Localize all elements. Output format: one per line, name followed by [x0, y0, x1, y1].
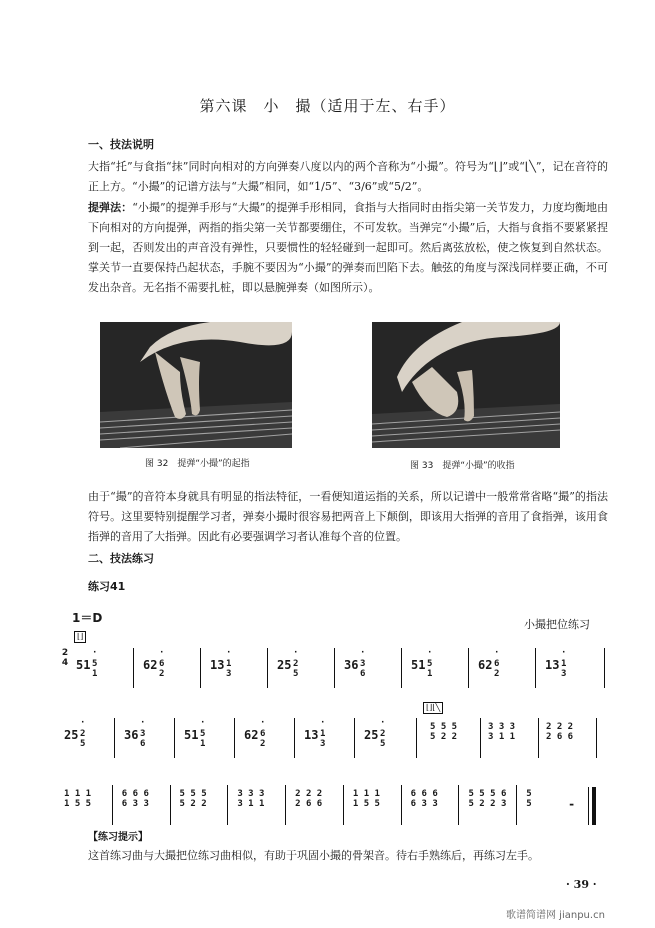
- dot-mark: ·: [260, 718, 266, 728]
- pinch-note: [380, 718, 385, 749]
- upper-note: 1: [226, 659, 232, 669]
- chord-upper: 1 1 1: [64, 789, 92, 799]
- chord-group: [430, 722, 457, 742]
- watermark: 歌谱简谱网 jianpu.cn: [506, 910, 605, 921]
- bar-line: [112, 785, 113, 825]
- bar-line: [174, 718, 175, 758]
- pinch-note: [293, 648, 298, 679]
- pinch-note: [344, 658, 358, 672]
- lift-method-label: 提弹法：: [88, 201, 133, 214]
- bar-line: [285, 785, 286, 825]
- pinch-pair: 51: [76, 658, 91, 672]
- upper-note: 2: [293, 659, 299, 669]
- chord-lower: 5: [526, 799, 532, 809]
- chord-lower: 3 1 1: [488, 732, 516, 742]
- pinch-note: [320, 718, 325, 749]
- page-number: · 39 ·: [566, 878, 597, 891]
- bar-line: [516, 785, 517, 825]
- chord-upper: 2 2 2: [295, 789, 323, 799]
- chord-upper: 5 5 5 6: [468, 789, 507, 799]
- chord-lower: 1 5 5: [352, 799, 380, 809]
- dot-mark: ·: [494, 648, 500, 658]
- chord-group: [64, 789, 91, 809]
- bar-line: [458, 785, 459, 825]
- bar-line: [200, 648, 201, 688]
- key-signature: 1＝D: [72, 611, 103, 625]
- lower-note: 6: [140, 739, 146, 749]
- bar-line: [468, 648, 469, 688]
- pinch-note: [427, 648, 432, 679]
- lower-note: 1: [200, 739, 206, 749]
- upper-note: 6: [260, 729, 266, 739]
- bar-line: [535, 648, 536, 688]
- bar-line: [114, 718, 115, 758]
- pinch-note: [226, 648, 231, 679]
- technique-paragraph-2: [88, 198, 608, 298]
- page-title: 第六课 小 撮（适用于左、右手）: [199, 97, 456, 115]
- pinch-note: [260, 718, 265, 749]
- pinch-note: [411, 658, 425, 672]
- figure-32-caption: 图 32 提弹“小撮”的起指: [145, 459, 250, 469]
- dot-mark: ·: [380, 718, 386, 728]
- lift-method-text: “小撮”的提弹手形与“大撮”的提弹手形相同，食指与大指同时由指尖第一关节发力，力度均衡地由下向相对的方向提弹，两指的指尖第一关节都要绷住，不可发软。当弹完“小撮”后，大指与食指不要紧紧捏到一起，否则发出的声音没有弹性，只要惯性的轻轻碰到一起即可。然后离弦放松，使之恢复到自然状态。掌关节一直要保持凸起状态，手腕不要因为“小撮”的弹奏而凹陷下去。触弦的角度与深浅同样要正确，不可发出杂音。无名指不需要扎桩，即以悬腕弹奏（如图所示）。: [88, 201, 609, 294]
- chord-group: [546, 722, 573, 742]
- photo-figure-33: [372, 322, 560, 448]
- bar-line: [294, 718, 295, 758]
- chord-upper: 5 5 5: [430, 722, 458, 732]
- chord-lower: 1 5 5: [64, 799, 92, 809]
- bar-line: [343, 785, 344, 825]
- dot-mark: ·: [427, 648, 433, 658]
- chord-upper: 3 3 3: [488, 722, 516, 732]
- chord-upper: 3 3 3: [237, 789, 265, 799]
- upper-note: 3: [140, 729, 146, 739]
- pinch-pair: 25: [64, 728, 79, 742]
- lower-note: 6: [360, 669, 366, 679]
- photo-figure-32: [100, 322, 292, 448]
- pinch-note: [545, 658, 559, 672]
- small-pinch-symbol-box: ⌊⌋: [74, 631, 86, 643]
- bar-line: [401, 648, 402, 688]
- chord-group: [411, 789, 438, 809]
- pinch-note: [360, 648, 365, 679]
- practice-hint-heading: 【练习提示】: [88, 832, 148, 843]
- lower-note: 5: [380, 739, 386, 749]
- chord-group: [353, 789, 380, 809]
- bar-line: [416, 718, 417, 758]
- upper-note: 1: [320, 729, 326, 739]
- pinch-pair: 13: [210, 658, 225, 672]
- final-barline-thick: [592, 787, 596, 825]
- dot-mark: ·: [159, 648, 165, 658]
- dot-mark: ·: [200, 718, 206, 728]
- pinch-pair: 13: [304, 728, 319, 742]
- pinch-note: [184, 728, 198, 742]
- final-barline-thin: [588, 787, 589, 825]
- bar-line: [334, 648, 335, 688]
- dot-mark: ·: [80, 718, 86, 728]
- chord-group: [237, 789, 264, 809]
- lower-note: 3: [561, 669, 567, 679]
- lower-note: 3: [320, 739, 326, 749]
- pinch-pair: 25: [364, 728, 379, 742]
- time-sig-top: 2: [61, 648, 69, 658]
- section-heading-practice: 二、技法练习: [88, 552, 154, 565]
- chord-lower: 6 3 3: [410, 799, 438, 809]
- chord-upper: 1 1 1: [352, 789, 380, 799]
- bar-line: [604, 648, 605, 688]
- lower-note: 2: [494, 669, 500, 679]
- bar-line: [538, 718, 539, 758]
- chord-upper: 6 6 6: [410, 789, 438, 799]
- upper-note: 5: [427, 659, 433, 669]
- dot-mark: ·: [140, 718, 146, 728]
- lower-note: 5: [80, 739, 86, 749]
- chord-lower: 2 6 6: [546, 732, 574, 742]
- pinch-note: [304, 728, 318, 742]
- notation-row-1: [58, 648, 606, 698]
- pinch-pair: 13: [545, 658, 560, 672]
- pinch-symbol-box-row2: ⌊⌋⌊╲: [423, 702, 443, 714]
- pinch-note: [364, 728, 378, 742]
- figure-33-caption: 图 33 提弹“小撮”的收指: [410, 461, 515, 471]
- pinch-note: [140, 718, 145, 749]
- bar-line: [401, 785, 402, 825]
- bar-line: [596, 718, 597, 758]
- lower-note: 2: [260, 739, 266, 749]
- lower-note: 1: [92, 669, 98, 679]
- bar-line: [170, 785, 171, 825]
- pinch-note: [478, 658, 492, 672]
- chord-lower: 6 3 3: [121, 799, 149, 809]
- pinch-pair: 62: [478, 658, 493, 672]
- bar-line: [480, 718, 481, 758]
- pinch-note: [80, 718, 85, 749]
- technique-paragraph-1: 大指“托”与食指“抹”同时向相对的方向弹奏八度以内的两个音称为“小撮”。符号为“⌊⌋”或“⌊╲”，记在音符的正上方。“小撮”的记谱方法与“大撮”相同，如“1/5”、“3/6”或“5/2”。: [88, 160, 608, 193]
- dot-mark: ·: [226, 648, 232, 658]
- upper-note: 6: [159, 659, 165, 669]
- pinch-pair: 36: [344, 658, 359, 672]
- chord-group: [468, 789, 506, 809]
- exercise-number: 练习41: [88, 580, 126, 593]
- pinch-note: [494, 648, 499, 679]
- chord-group: [180, 789, 207, 809]
- chord-lower: 5 2 2: [179, 799, 207, 809]
- pinch-note: [561, 648, 566, 679]
- pinch-note: [210, 658, 224, 672]
- upper-note: 1: [561, 659, 567, 669]
- pinch-pair: 36: [124, 728, 139, 742]
- lower-note: 3: [226, 669, 232, 679]
- bar-line: [354, 718, 355, 758]
- pinch-note: [124, 728, 138, 742]
- chord-group: [526, 789, 531, 809]
- upper-note: 5: [200, 729, 206, 739]
- pinch-pair: 62: [244, 728, 259, 742]
- dot-mark: ·: [320, 718, 326, 728]
- practice-hint-text: 这首练习曲与大撮把位练习曲相似，有助于巩固小撮的骨架音。待右手熟练后，再练习左手。: [88, 849, 539, 862]
- chord-upper: 6 6 6: [121, 789, 149, 799]
- lower-note: 1: [427, 669, 433, 679]
- chord-group: [488, 722, 515, 742]
- pinch-note: [92, 648, 97, 679]
- time-sig-bottom: 4: [61, 658, 69, 668]
- upper-note: 2: [80, 729, 86, 739]
- bar-line: [234, 718, 235, 758]
- chord-lower: 5 2 2 3: [468, 799, 507, 809]
- bar-line: [227, 785, 228, 825]
- pinch-note: [244, 728, 258, 742]
- section-heading-technique: 一、技法说明: [88, 138, 154, 151]
- dot-mark: ·: [293, 648, 299, 658]
- chord-upper: 5 5 5: [179, 789, 207, 799]
- chord-group: [295, 789, 322, 809]
- hold-dash: -: [568, 797, 576, 811]
- note-paragraph: 由于“撮”的音符本身就具有明显的指法特征，一看便知道运指的关系，所以记谱中一般常常省略“撮”的指法符号。这里要特别提醒学习者，弹奏小撮时很容易把两音上下颠倒，即该用大指弹的音用了食指弹，该用食指弹的音用了大指弹。因此有必要强调学习者认准每个音的位置。: [88, 490, 608, 543]
- piece-title: 小撮把位练习: [524, 618, 590, 631]
- lower-note: 5: [293, 669, 299, 679]
- pinch-note: [76, 658, 90, 672]
- chord-upper: 5: [526, 789, 532, 799]
- pinch-pair: 51: [411, 658, 426, 672]
- pinch-note: [64, 728, 78, 742]
- pinch-note: [159, 648, 164, 679]
- dot-mark: ·: [360, 648, 366, 658]
- chord-upper: 2 2 2: [546, 722, 574, 732]
- upper-note: 6: [494, 659, 500, 669]
- lower-note: 2: [159, 669, 165, 679]
- pinch-note: [143, 658, 157, 672]
- bar-line: [133, 648, 134, 688]
- upper-note: 5: [92, 659, 98, 669]
- dot-mark: ·: [561, 648, 567, 658]
- pinch-pair: 25: [277, 658, 292, 672]
- bar-line: [267, 648, 268, 688]
- chord-lower: 5 2 2: [430, 732, 458, 742]
- upper-note: 2: [380, 729, 386, 739]
- notation-row-2: [58, 718, 606, 768]
- chord-lower: 2 6 6: [295, 799, 323, 809]
- dot-mark: ·: [92, 648, 98, 658]
- chord-lower: 3 1 1: [237, 799, 265, 809]
- pinch-note: [200, 718, 205, 749]
- pinch-note: [277, 658, 291, 672]
- upper-note: 3: [360, 659, 366, 669]
- pinch-pair: 51: [184, 728, 199, 742]
- chord-group: [122, 789, 149, 809]
- pinch-pair: 62: [143, 658, 158, 672]
